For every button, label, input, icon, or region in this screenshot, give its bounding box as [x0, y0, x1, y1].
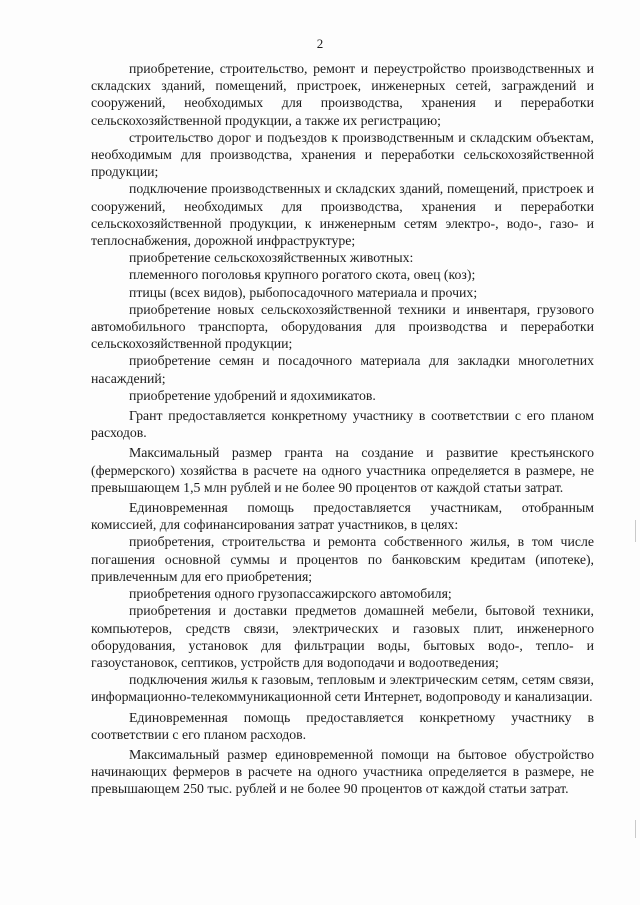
paragraph-lump-sum-plan: Единовременная помощь предоставляется конкретному участнику в соответствии с его планом расходов.: [91, 709, 594, 742]
paragraph-lump-sum-purpose: Единовременная помощь предоставляется участникам, отобранным комиссией, для софинансирования затрат участников, в целях:: [91, 500, 594, 533]
paragraph-cattle: племенного поголовья крупного рогатого скота, овец (коз);: [129, 267, 476, 283]
paragraph-animals: приобретение сельскохозяйственных животных:: [129, 250, 414, 266]
document-body: [91, 60, 594, 798]
paragraph-housing: приобретения, строительства и ремонта собственного жилья, в том числе погашения основной суммы и процентов по банковским кредитам (ипотеке), привлеченным для его приобретения;: [91, 534, 594, 584]
paragraph-roads: строительство дорог и подъездов к производственным и складским объектам, необходимым для производства, хранения и переработки сельскохозяйственной продукции;: [91, 129, 594, 180]
paragraph-household-items: приобретения и доставки предметов домашней мебели, бытовой техники, компьютеров, средств связи, электрических и газовых плит, инженерного оборудования, установок для фильтрации воды, бытовых водо-, тепло- и газоустановок, септиков, устройств для водоподачи и водоотведения;: [91, 603, 594, 670]
paragraph-poultry: птицы (всех видов), рыбопосадочного материала и прочих;: [129, 284, 478, 300]
paragraph-grant-max: Максимальный размер гранта на создание и развитие крестьянского (фермерского) хозяйства в расчете на одного участника определяется в размере, не превышающем 1,5 млн рублей и не более 90 процентов от каждой статьи затрат.: [91, 445, 594, 495]
paragraph-purchase-buildings: приобретение, строительство, ремонт и переустройство производственных и складских зданий, помещений, пристроек, инженерных сетей, заграждений и сооружений, необходимых для производства, хранения и переработки сельскохозяйственной продукции, а также их регистрацию;: [91, 61, 594, 128]
paragraph-grant-plan: Грант предоставляется конкретному участнику в соответствии с его планом расходов.: [91, 408, 594, 441]
paragraph-utilities-connection: подключение производственных и складских зданий, помещений, пристроек и сооружений, необходимых для производства, хранения и переработки сельскохозяйственной продукции, к инженерным сетям электро-, водо-, газо- и теплоснабжения, дорожной инфраструктуре;: [91, 181, 594, 249]
paragraph-housing-connection: подключения жилья к газовым, тепловым и электрическим сетям, сетям связи, информационно-телекоммуникационной сети Интернет, водопроводу и канализации.: [91, 672, 594, 705]
paragraph-seeds: приобретение семян и посадочного материала для закладки многолетних насаждений;: [91, 353, 594, 386]
paragraph-lump-sum-max: Максимальный размер единовременной помощи на бытовое обустройство начинающих фермеров в расчете на одного участника определяется в размере, не превышающем 250 тыс. рублей и не более 90 процентов от каждой статьи затрат.: [91, 746, 594, 797]
paragraph-vehicle: приобретения одного грузопассажирского автомобиля;: [129, 586, 452, 602]
page-number: 2: [316, 36, 324, 51]
paragraph-machinery: приобретение новых сельскохозяйственной техники и инвентаря, грузового автомобильного транспорта, оборудования для производства и переработки сельскохозяйственной продукции;: [91, 301, 594, 352]
scan-edge-mark: [635, 820, 636, 838]
scan-edge-mark: [635, 520, 636, 542]
paragraph-fertilizers: приобретение удобрений и ядохимикатов.: [129, 387, 376, 403]
